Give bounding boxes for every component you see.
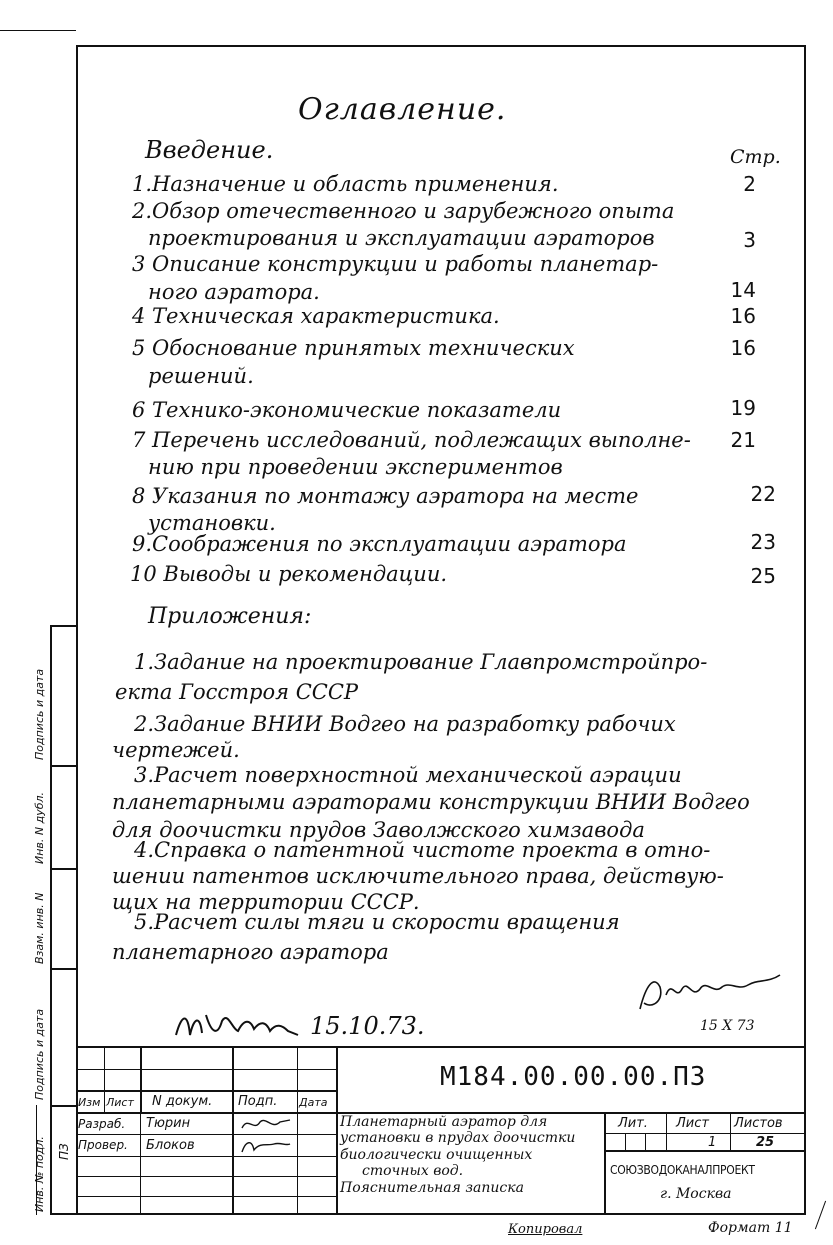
appendix-line-8: 4.Справка о патентной чистоте проекта в отно- <box>134 838 711 862</box>
toc-2-line-2: проектирования и эксплуатации аэраторов <box>148 226 655 250</box>
stamp-col-3 <box>232 1046 234 1213</box>
description-line-2: установки в прудах доочистки <box>340 1130 576 1146</box>
stamp-col-1 <box>104 1046 105 1114</box>
toc-1-page: 2 <box>743 172 756 196</box>
toc-9-page: 23 <box>750 530 776 554</box>
side-note: ПЗ <box>57 1143 71 1160</box>
appendix-line-11: 5.Расчет силы тяги и скорости вращения <box>134 910 620 934</box>
organization-city: г. Москва <box>660 1186 732 1202</box>
organization-name: СОЮЗВОДОКАНАЛПРОЕКТ <box>610 1163 755 1177</box>
stamp-col-5 <box>336 1046 338 1213</box>
stamp-right-row-2 <box>604 1150 806 1152</box>
toc-7-page: 21 <box>730 428 756 452</box>
frame-left <box>76 45 78 1215</box>
side-strip-left <box>50 625 52 1215</box>
header-signature: Подп. <box>238 1094 278 1109</box>
stamp-right-col-1 <box>666 1112 667 1152</box>
side-divider-1 <box>50 765 78 767</box>
page-title: Оглавление. <box>298 92 507 127</box>
role-developer: Разраб. <box>78 1117 126 1131</box>
stamp-lit-cell-2 <box>645 1133 646 1151</box>
toc-8-line-1: 8 Указания по монтажу аэратора на месте <box>132 484 639 508</box>
stamp-col-2 <box>140 1046 142 1114</box>
side-label-signature-2: Подпись и дата <box>33 668 46 760</box>
footer-format: Формат 11 <box>708 1220 793 1236</box>
signature-date-left: 15.10.73. <box>310 1012 425 1040</box>
toc-6-line-1: 6 Технико-экономические показатели <box>132 398 562 422</box>
toc-9-line-1: 9.Соображения по эксплуатации аэратора <box>132 532 627 556</box>
toc-10-page: 25 <box>750 564 776 588</box>
signature-date-right: 15 X 73 <box>700 1018 755 1034</box>
toc-8-line-2: установки. <box>148 511 276 535</box>
appendix-line-2: екта Госстроя СССР <box>115 680 359 704</box>
stamp-right-col-2 <box>730 1112 731 1152</box>
header-doc-number: N докум. <box>152 1094 213 1109</box>
side-divider-2 <box>50 868 78 870</box>
appendix-line-7: для доочистки прудов Заволжского химзавода <box>112 818 645 842</box>
side-label-inv-orig: Инв. № подл. <box>33 1136 46 1212</box>
page-column-header: Стр. <box>730 146 781 168</box>
appendix-line-10: щих на территории СССР. <box>112 890 420 914</box>
sheet-label: Лист <box>676 1116 709 1131</box>
footer-slash <box>815 1201 826 1230</box>
stamp-right-row-1 <box>604 1133 806 1134</box>
appendix-heading: Приложения: <box>148 604 312 629</box>
document-code: М184.00.00.00.ПЗ <box>440 1062 707 1092</box>
toc-4-page: 16 <box>730 304 756 328</box>
side-label-replace-inv: Взам. инв. N <box>33 892 46 964</box>
stamp-top-line <box>76 1046 806 1048</box>
stamp-signature-checker <box>238 1136 294 1156</box>
frame-top <box>76 45 806 47</box>
toc-5-line-2: решений. <box>148 364 254 388</box>
description-line-4: сточных вод. <box>362 1163 464 1179</box>
appendix-line-4: чертежей. <box>112 738 240 762</box>
toc-4-line-1: 4 Техническая характеристика. <box>132 304 500 328</box>
appendix-line-9: шении патентов исключительного права, действую- <box>112 864 724 888</box>
toc-1-line-1: 1.Назначение и область применения. <box>132 172 559 196</box>
side-divider-4 <box>50 1105 78 1107</box>
appendix-line-3: 2.Задание ВНИИ Водгео на разработку рабочих <box>134 712 676 736</box>
description-line-3: биологически очищенных <box>340 1147 533 1163</box>
role-checker: Провер. <box>78 1138 128 1152</box>
side-label-signature-1: Подпись и дата <box>33 1008 46 1100</box>
appendix-line-1: 1.Задание на проектирование Главпромстройпро- <box>134 650 708 674</box>
toc-7-line-2: нию при проведении экспериментов <box>148 455 563 479</box>
lit-label: Лит. <box>618 1116 648 1131</box>
signature-right <box>630 965 790 1015</box>
intro-heading: Введение. <box>145 136 274 164</box>
page-edge-top <box>0 30 76 31</box>
description-line-1: Планетарный аэратор для <box>340 1114 548 1130</box>
toc-5-line-1: 5 Обоснование принятых технических <box>132 336 575 360</box>
description-line-5: Пояснительная записка <box>340 1180 524 1196</box>
appendix-line-6: планетарными аэраторами конструкции ВНИИ Водгео <box>112 790 750 814</box>
stamp-col-4 <box>297 1046 298 1213</box>
toc-5-page: 16 <box>730 336 756 360</box>
sheets-label: Листов <box>734 1116 783 1131</box>
signature-left <box>172 1005 302 1047</box>
toc-3-page: 14 <box>730 278 756 302</box>
frame-bottom <box>50 1213 806 1215</box>
footer-copied: Копировал <box>508 1222 583 1237</box>
toc-3-line-1: 3 Описание конструкции и работы планетар- <box>132 252 659 276</box>
name-checker: Блоков <box>146 1138 195 1153</box>
side-label-dup-inv: Инв. N дубл. <box>33 791 46 864</box>
header-sheet: Лист <box>106 1096 134 1109</box>
stamp-lit-cell-1 <box>625 1133 626 1151</box>
stamp-right-divider <box>604 1112 606 1213</box>
toc-6-page: 19 <box>730 396 756 420</box>
header-change: Изм <box>78 1096 101 1109</box>
sheets-value: 25 <box>756 1135 775 1150</box>
frame-right <box>804 45 806 1215</box>
toc-10-line-1: 10 Выводы и рекомендации. <box>130 562 448 586</box>
side-divider-3 <box>50 968 78 970</box>
stamp-col-name <box>140 1112 141 1213</box>
stamp-signature-developer <box>238 1114 294 1134</box>
toc-3-line-2: ного аэратора. <box>148 280 320 304</box>
header-date: Дата <box>299 1096 328 1109</box>
toc-8-page: 22 <box>750 482 776 506</box>
name-developer: Тюрин <box>146 1116 191 1131</box>
sheet-value: 1 <box>708 1135 717 1150</box>
appendix-line-5: 3.Расчет поверхностной механической аэрации <box>134 763 682 787</box>
toc-2-page: 3 <box>743 228 756 252</box>
side-strip-top <box>50 625 78 627</box>
toc-7-line-1: 7 Перечень исследований, подлежащих выполне- <box>132 428 691 452</box>
appendix-line-12: планетарного аэратора <box>112 940 389 964</box>
toc-2-line-1: 2.Обзор отечественного и зарубежного опыта <box>132 199 675 223</box>
